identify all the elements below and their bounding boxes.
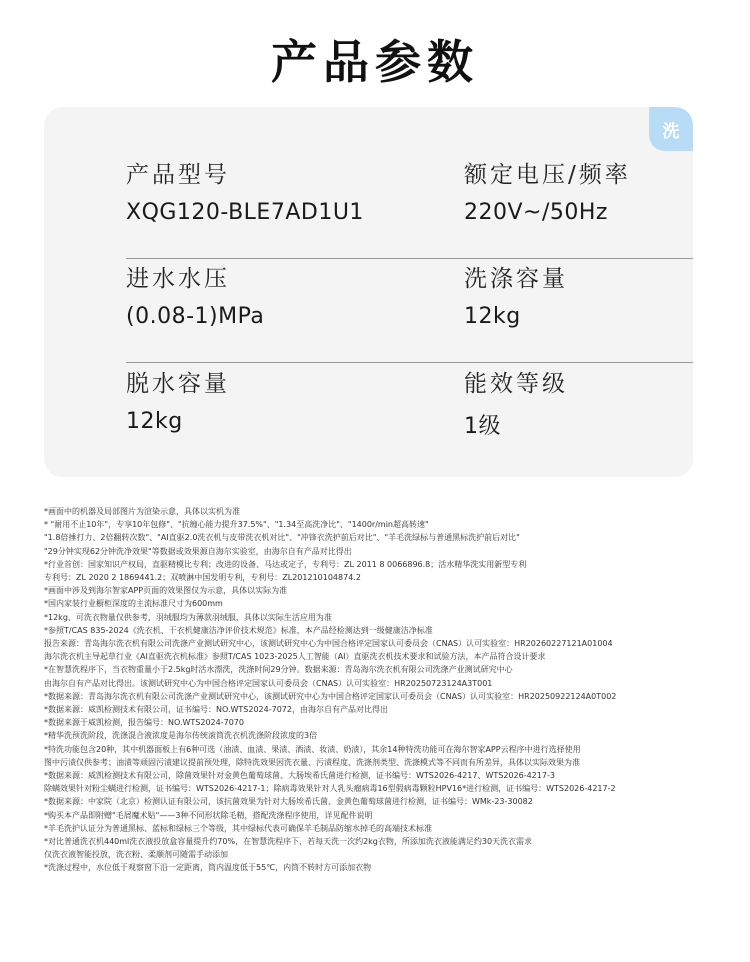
spec-value: XQG120-BLE7AD1U1 bbox=[126, 200, 364, 225]
spec-value: 1级 bbox=[464, 414, 501, 439]
footnote: "29分钟实现62分钟洗净效果"等数据或效果源自海尔实验室，由海尔自有产品对比得出 bbox=[44, 546, 352, 556]
spec-row bbox=[126, 156, 693, 259]
footnote: *12kg、可洗衣物量仅供参考，羽绒服均为薄款羽绒服，具体以实际生活应用为准 bbox=[44, 612, 332, 622]
wash-badge: 洗 bbox=[649, 107, 693, 151]
spec-label: 洗涤容量 bbox=[464, 266, 568, 292]
footnotes bbox=[44, 505, 714, 875]
footnote: *行业首创：国家知识产权局，直驱精模比专利；改进的设备、马达或定子，专利号：ZL 2011 8 0066896.8；活水精华洗实用新型专利 bbox=[44, 559, 527, 569]
footnote: 由海尔自有产品对比得出。该测试研究中心为中国合格评定国家认可委员会（CNAS）认可实验室：HR20250723124A3T001 bbox=[44, 678, 493, 688]
footnote: 图中污渍仅供参考；油渍等顽固污渍建议提前预处理，除特洗效果因洗衣量、污渍程度、洗涤剂类型、洗涤模式等不同而有所差异，具体以实际效果为准 bbox=[44, 757, 580, 767]
spec-label: 脱水容量 bbox=[126, 371, 230, 397]
footnote: *参照T/CAS 835-2024《洗衣机、干衣机健康洁净评价技术规范》标准，本产品经检测达到一级健康洁净标准 bbox=[44, 625, 433, 635]
spec-value: 12kg bbox=[126, 409, 183, 434]
footnote: *画面中的机器及局部图片为渲染示意，具体以实机为准 bbox=[44, 507, 240, 516]
spec-card bbox=[44, 107, 693, 477]
spec-row bbox=[126, 365, 693, 467]
spec-row bbox=[126, 260, 693, 363]
footnote: *数据来源：青岛海尔洗衣机有限公司洗涤产业测试研究中心，该测试研究中心为中国合格评定国家认可委员会（CNAS）认可实验室：HR20250922124A0T002 bbox=[44, 691, 617, 701]
footnote: *精华洗预洗阶段，洗涤混合液浓度是海尔传统滚筒洗衣机洗涤阶段浓度的3倍 bbox=[44, 731, 318, 741]
footnote: *对比普通洗衣机440ml洗衣液投放盒容量提升约70%，在智慧洗程序下，若每天洗一次约2kg衣物，所添加洗衣液能满足约30天洗衣需求 bbox=[44, 837, 533, 847]
footnote: 报告来源：青岛海尔洗衣机有限公司洗涤产业测试研究中心，该测试研究中心为中国合格评定国家认可委员会（CNAS）认可实验室：HR20260227121A01004 bbox=[44, 639, 613, 649]
spec-label: 额定电压/频率 bbox=[464, 162, 631, 188]
footnote: 仅洗衣液智能投放，洗衣粉、柔顺剂可随需手动添加 bbox=[44, 850, 228, 860]
spec-value: 220V~/50Hz bbox=[464, 200, 608, 225]
spec-label: 进水水压 bbox=[126, 266, 230, 292]
spec-value: (0.08-1)MPa bbox=[126, 304, 265, 329]
footnote: *数据来源：威凯检测技术有限公司，除菌效果针对金黄色葡萄球菌、大肠埃希氏菌进行检测，证书编号：WTS2026-4217、WTS2026-4217-3 bbox=[44, 771, 555, 781]
footnote: *画面中涉及到海尔智家APP页面的效果图仅为示意，具体以实际为准 bbox=[44, 586, 288, 596]
footnote: 除螨效果针对粉尘螨进行检测，证书编号：WTS2026-4217-1；除病毒效果针对人乳头瘤病毒16型假病毒颗粒HPV16*进行检测，证书编号：WTS2026-4217-2 bbox=[44, 784, 616, 794]
footnote: 专利号：ZL 2020 2 1869441.2；双喷淋中国发明专利，专利号：ZL201210104874.2 bbox=[44, 573, 361, 583]
spec-label: 产品型号 bbox=[126, 162, 230, 188]
footnote: *数据来源：威凯检测技术有限公司，证书编号：NO.WTS2024-7072，由海尔自有产品对比得出 bbox=[44, 705, 388, 715]
spec-label: 能效等级 bbox=[464, 371, 568, 397]
footnote: *特洗功能包含20种，其中机器面板上有6种可选（油渍、血渍、果渍、酒渍、妆渍、奶渍），其余14种特洗功能可在海尔智家APP云程序中进行选择使用 bbox=[44, 744, 581, 754]
footnote: 海尔洗衣机主导起草行业《AI直驱洗衣机标准》参照T/CAS 1023-2025人工智能（AI）直驱洗衣机技术要求和试验方法，本产品符合设计要求 bbox=[44, 652, 546, 662]
footnote: *数据来源于威凯检测，报告编号：NO.WTS2024-7070 bbox=[44, 718, 244, 728]
page-title: 产品参数 bbox=[271, 35, 479, 89]
footnote: *购买本产品即附赠"毛屑魔术贴"——3种不同形状除毛精，搭配洗涤程序使用，详见配件说明 bbox=[44, 810, 373, 820]
footnote: *数据来源：中家院（北京）检测认证有限公司，该抗菌效果为针对大肠埃希氏菌、金黄色葡萄球菌进行检测，证书编号：WMk-23-30082 bbox=[44, 797, 533, 807]
spec-value: 12kg bbox=[464, 304, 521, 329]
footnote: * "耐用不止10年"，专享10年包修"、"抗缠心能力提升37.5%"、"1.34至高洗净比"、"1400r/min超高转速" bbox=[44, 520, 429, 530]
footnote: *洗涤过程中，水位低于观察窗下沿一定距离，筒内温度低于55℃，内筒不转时方可添加衣物 bbox=[44, 863, 372, 873]
footnote: "1.8倍捶打力、2倍翻转次数"、"AI直驱2.0洗衣机与皮带洗衣机对比"、"冲锋衣洗护前后对比"、"羊毛洗绿标与普通黑标洗护前后对比" bbox=[44, 533, 520, 543]
footnote: *在智慧洗程序下，当衣物重量小于2.5kg时活水漂洗，洗涤时间29分钟。数据来源：青岛海尔洗衣机有限公司洗涤产业测试研究中心 bbox=[44, 665, 513, 675]
footnote: *国内家装行业橱柜深度的主流标准尺寸为600mm bbox=[44, 599, 223, 609]
footnote: *羊毛洗护认证分为普通黑标、蓝标和绿标三个等级，其中绿标代表可确保羊毛制品防缩水掉毛的高端技术标准 bbox=[44, 823, 432, 833]
